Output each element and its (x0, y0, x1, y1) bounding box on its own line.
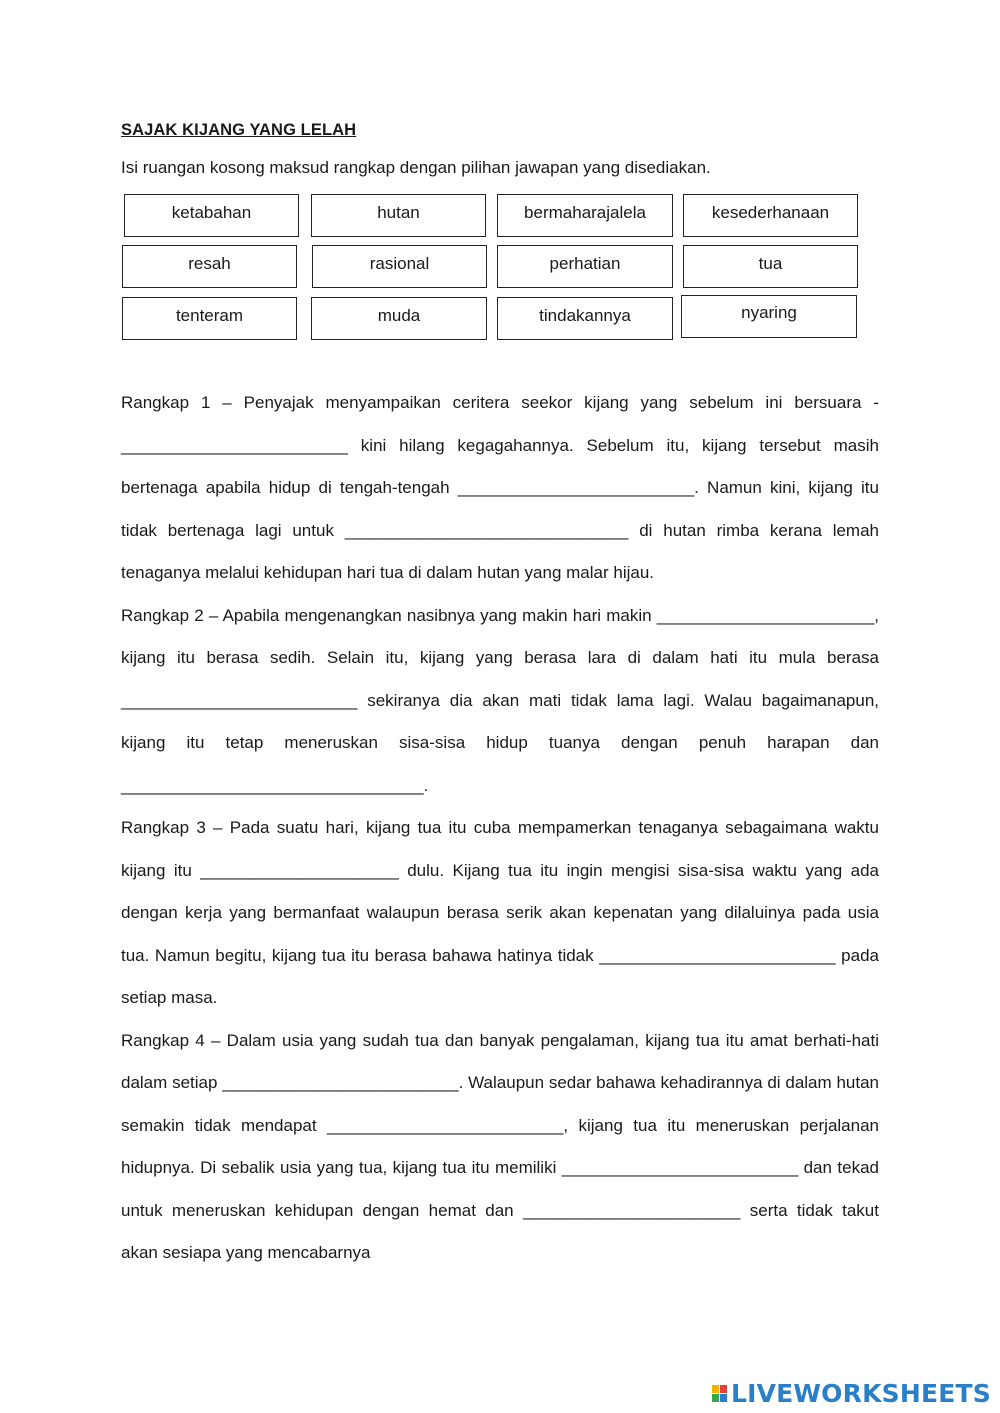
answer-blank[interactable]: _________________________ (222, 1073, 459, 1092)
word-option[interactable]: tenteram (122, 297, 297, 340)
answer-blank[interactable]: ________________________________ (121, 775, 424, 795)
rangkap-1: Rangkap 1 – Penyajak menyampaikan ceritera seekor kijang yang sebelum ini bersuara - ________________________ kini hilang kegagahannya. Sebelum itu, kijang tersebut masih bertenaga apabila hidup di tengah-tengah _________________________. Namun kini, kijang itu tidak bertenaga lagi untuk ______________________________ di hutan rimba kerana lemah tenaganya melalui kehidupan hari tua di dalam hutan yang malar hijau. (121, 393, 880, 582)
answer-blank[interactable]: _______________________ (656, 605, 875, 625)
answer-blank[interactable]: _________________________ (327, 1115, 564, 1135)
word-option[interactable]: rasional (312, 245, 487, 288)
worksheet-title: SAJAK KIJANG YANG LELAH (121, 121, 357, 139)
answer-blank[interactable]: _________________________ (561, 1158, 799, 1177)
rangkap-3: Rangkap 3 – Pada suatu hari, kijang tua itu cuba mempamerkan tenaganya sebagaimana waktu kijang itu _____________________ dulu. Kijang tua itu ingin mengisi sisa-sisa waktu yang ada dengan kerja yang bermanfaat walaupun berasa serik akan kepenatan yang dilaluinya pada usia tua. Namun begitu, kijang tua itu berasa bahawa hatinya tidak _________________________ pada setiap masa. (121, 818, 879, 1007)
answer-blank[interactable]: _____________________ (200, 860, 399, 880)
passage (121, 382, 879, 1275)
word-option[interactable]: hutan (311, 194, 486, 237)
answer-blank[interactable]: ________________________ (121, 435, 348, 455)
word-option[interactable]: bermaharajalela (497, 194, 673, 237)
watermark-text: LIVEWORKSHEETS (730, 1378, 991, 1408)
word-option[interactable]: perhatian (497, 245, 673, 288)
instruction-text: Isi ruangan kosong maksud rangkap dengan pilihan jawapan yang disediakan. (121, 158, 711, 177)
answer-blank[interactable]: _________________________ (457, 478, 695, 497)
liveworksheets-logo-icon (712, 1385, 727, 1402)
liveworksheets-watermark (712, 1376, 991, 1410)
answer-blank[interactable]: _________________________ (121, 690, 358, 710)
word-option[interactable]: resah (122, 245, 297, 288)
word-option[interactable]: ketabahan (124, 194, 299, 237)
answer-blank[interactable]: _________________________ (599, 945, 836, 965)
rangkap-4: Rangkap 4 – Dalam usia yang sudah tua dan banyak pengalaman, kijang tua itu amat berhati-hati dalam setiap _________________________. Walaupun sedar bahawa kehadirannya di dalam hutan semakin tidak mendapat _________________________, kijang tua itu meneruskan perjalanan hidupnya. Di sebalik usia yang tua, kijang tua itu memiliki _________________________ dan tekad untuk meneruskan kehidupan dengan hemat dan _______________________ serta tidak takut akan sesiapa yang mencabarnya (121, 1030, 879, 1262)
word-option[interactable]: tindakannya (497, 297, 673, 340)
rangkap-2: Rangkap 2 – Apabila mengenangkan nasibnya yang makin hari makin _______________________, kijang itu berasa sedih. Selain itu, kijang yang berasa lara di dalam hati itu mula berasa _________________________ sekiranya dia akan mati tidak lama lagi. Walau bagaimanapun, kijang itu tetap meneruskan sisa-sisa hidup tuanya dengan penuh harapan dan ________________________________. (121, 605, 879, 795)
answer-blank[interactable]: _______________________ (522, 1200, 741, 1220)
word-option[interactable]: muda (311, 297, 487, 340)
word-option[interactable]: kesederhanaan (683, 194, 858, 237)
answer-blank[interactable]: ______________________________ (344, 520, 629, 540)
word-option[interactable]: nyaring (681, 295, 857, 338)
word-option[interactable]: tua (683, 245, 858, 288)
